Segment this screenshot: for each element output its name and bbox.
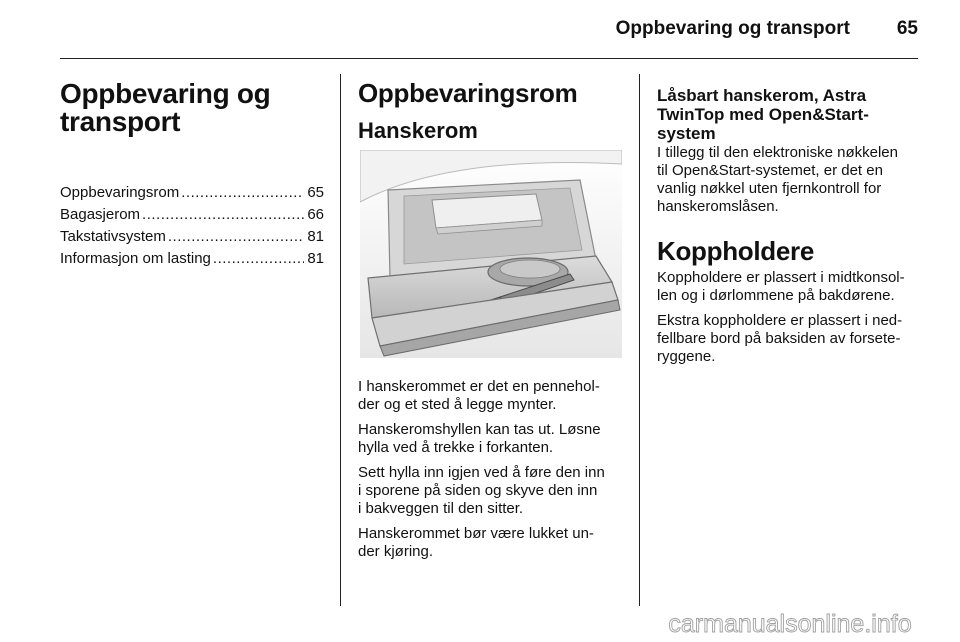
text-line: I tillegg til den elektroniske nøkkelen	[657, 144, 898, 161]
text-line: der kjøring.	[358, 543, 434, 560]
column-divider-left	[340, 74, 341, 606]
body-paragraph	[358, 464, 632, 518]
text-line: til Open&Start-systemet, er det en	[657, 162, 883, 179]
heading-line: Låsbart hanskerom, Astra	[657, 86, 867, 105]
body-paragraph	[657, 312, 927, 366]
toc-entry[interactable]	[60, 182, 324, 204]
section-title: Oppbevaringsrom	[358, 78, 578, 108]
toc-entry[interactable]	[60, 248, 324, 270]
text-line: hylla ved å trekke i forkanten.	[358, 439, 554, 456]
toc-entry-page: 81	[307, 250, 324, 267]
toc-dot-leader	[142, 204, 304, 226]
header-rule	[60, 58, 918, 59]
toc-entry-page: 65	[307, 184, 324, 201]
middle-column-headings	[358, 78, 626, 144]
watermark-text: carmanualsonline.info	[668, 610, 912, 638]
text-line: len og i dørlommene på bakdørene.	[657, 287, 895, 304]
column-divider-right	[639, 74, 640, 606]
toc-dot-leader	[213, 248, 304, 270]
chapter-title-line: Oppbevaring og	[60, 78, 271, 109]
table-of-contents	[60, 182, 324, 270]
page-number: 65	[896, 18, 918, 39]
text-line: Ekstra koppholdere er plassert i ned-	[657, 312, 903, 329]
heading-line: TwinTop med Open&Start-	[657, 105, 869, 124]
cupholders-title: Koppholdere	[657, 236, 815, 266]
subsection-title: Hanskerom	[358, 118, 478, 143]
watermark-logo	[640, 606, 940, 640]
text-line: ryggene.	[657, 348, 716, 365]
glovebox-illustration	[360, 150, 622, 358]
text-line: Hanskeromshyllen kan tas ut. Løsne	[358, 421, 601, 438]
body-paragraph	[358, 421, 632, 457]
running-header-title: Oppbevaring og transport	[615, 18, 850, 39]
chapter-title	[60, 80, 324, 136]
text-line: vanlig nøkkel uten fjernkontroll for	[657, 180, 882, 197]
right-column	[657, 86, 927, 373]
chapter-column	[60, 80, 324, 270]
heading-line: system	[657, 124, 716, 143]
lockable-glovebox-text	[657, 144, 927, 216]
toc-entry-title: Informasjon om lasting	[60, 250, 211, 267]
toc-entry[interactable]	[60, 204, 324, 226]
toc-entry-title: Takstativsystem	[60, 228, 166, 245]
text-line: der og et sted å legge mynter.	[358, 396, 557, 413]
text-line: Koppholdere er plassert i midtkonsol-	[657, 269, 905, 286]
lockable-glovebox-heading	[657, 86, 927, 143]
body-paragraph	[657, 269, 927, 305]
toc-dot-leader	[181, 182, 304, 204]
text-line: fellbare bord på baksiden av forsete-	[657, 330, 901, 347]
text-line: i sporene på siden og skyve den inn	[358, 482, 598, 499]
text-line: i bakveggen til den sitter.	[358, 500, 524, 517]
toc-entry-title: Oppbevaringsrom	[60, 184, 180, 201]
body-paragraph	[358, 378, 632, 414]
toc-dot-leader	[168, 226, 304, 248]
text-line: Sett hylla inn igjen ved å føre den inn	[358, 464, 605, 481]
toc-entry-page: 66	[307, 206, 324, 223]
chapter-title-line: transport	[60, 106, 181, 137]
body-paragraph	[358, 525, 632, 561]
text-line: Hanskerommet bør være lukket un-	[358, 525, 594, 542]
toc-entry[interactable]	[60, 226, 324, 248]
toc-entry-title: Bagasjerom	[60, 206, 141, 223]
text-line: hanskeromslåsen.	[657, 198, 779, 215]
middle-column-body	[358, 378, 632, 568]
text-line: I hanskerommet er det en pennehol-	[358, 378, 600, 395]
toc-entry-page: 81	[307, 228, 324, 245]
